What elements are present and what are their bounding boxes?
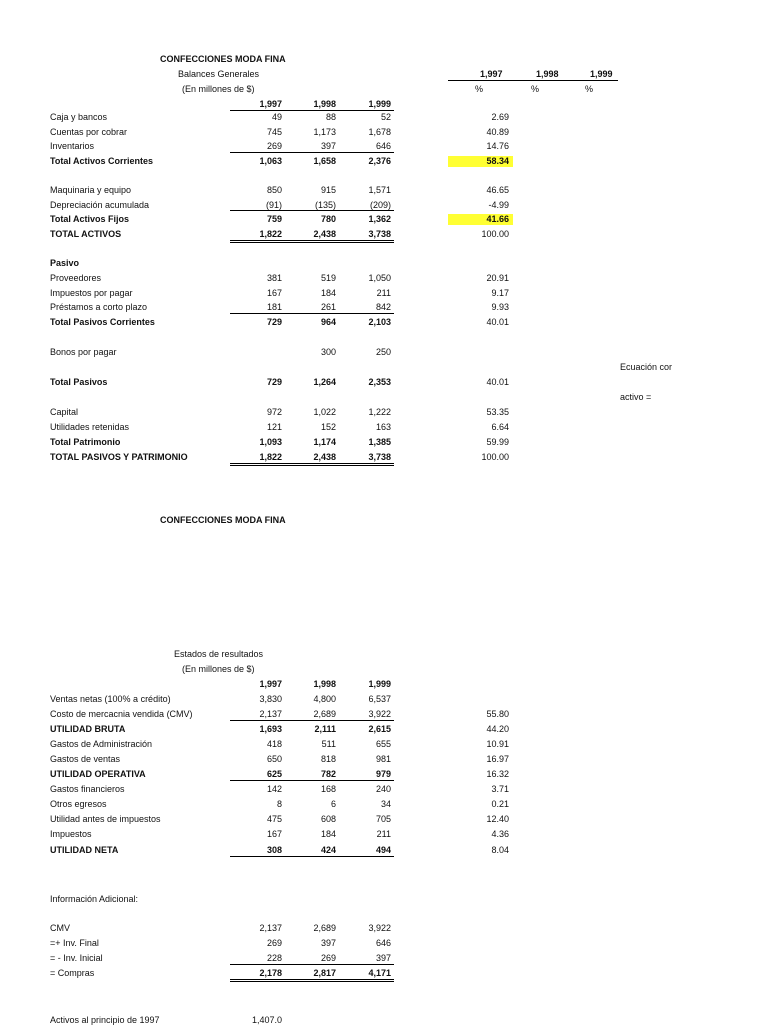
balance-cell[interactable]: 163 [375, 422, 391, 432]
income-cell[interactable]: 3,830 [259, 694, 282, 704]
balance-row-label: Pasivo [50, 258, 80, 268]
balance-cell[interactable]: 2,353 [368, 377, 391, 387]
income-cell[interactable]: 818 [320, 754, 336, 764]
balance-cell[interactable]: 759 [266, 214, 282, 224]
balance-cell[interactable]: 1,222 [368, 407, 391, 417]
balance-cell[interactable]: 49 [271, 112, 282, 122]
balance-row-label: Capital [50, 407, 79, 417]
balance-row-label: TOTAL ACTIVOS [50, 229, 122, 239]
balance-cell[interactable]: 729 [266, 377, 282, 387]
balance-cell[interactable]: 2,376 [368, 156, 391, 166]
balance-pct-cell[interactable]: 58.34 [448, 156, 513, 167]
income-units: (En millones de $) [182, 664, 255, 674]
balance-cell[interactable]: 729 [266, 317, 282, 327]
additional-cell[interactable]: 2,178 [259, 968, 282, 978]
income-cell[interactable]: 418 [266, 739, 282, 749]
rule-line [230, 210, 394, 211]
balance-pct-cell[interactable]: 6.64 [491, 422, 509, 432]
rule-line [230, 465, 394, 466]
balance-cell[interactable]: 300 [320, 347, 336, 357]
additional-cell[interactable]: 228 [266, 953, 282, 963]
side-note-equation: Ecuación cor [620, 362, 673, 372]
balance-pct-cell[interactable]: 40.01 [486, 317, 509, 327]
rule-line [230, 981, 394, 982]
balance-row-label: Proveedores [50, 273, 102, 283]
balance-cell[interactable]: 1,022 [313, 407, 336, 417]
balance-cell[interactable]: 3,738 [368, 452, 391, 462]
balance-cell[interactable]: 181 [266, 302, 282, 312]
balance-pct-cell[interactable]: 9.93 [491, 302, 509, 312]
income-cell[interactable]: 240 [375, 784, 391, 794]
balance-row-label: Impuestos por pagar [50, 288, 133, 298]
pct-sign: % [475, 84, 484, 94]
additional-cell[interactable]: 2,137 [259, 923, 282, 933]
balance-cell[interactable]: 1,571 [368, 185, 391, 195]
income-cell[interactable]: 782 [320, 769, 336, 779]
income-pct-cell[interactable]: 4.36 [491, 829, 509, 839]
additional-cell[interactable]: 2,817 [313, 968, 336, 978]
balance-cell[interactable]: 184 [320, 288, 336, 298]
balance-cell[interactable]: (91) [265, 200, 282, 210]
income-cell[interactable]: 3,922 [368, 709, 391, 719]
assets-start-value[interactable]: 1,407.0 [251, 1015, 282, 1025]
rule-line [230, 720, 394, 721]
balance-cell[interactable]: (135) [314, 200, 336, 210]
additional-cell[interactable]: 4,171 [368, 968, 391, 978]
additional-cell[interactable]: 3,922 [368, 923, 391, 933]
income-cell[interactable]: 6 [330, 799, 336, 809]
income-row-label: UTILIDAD NETA [50, 845, 119, 855]
balance-cell[interactable]: 915 [320, 185, 336, 195]
balance-row-label: Caja y bancos [50, 112, 108, 122]
income-cell[interactable]: 625 [266, 769, 282, 779]
balance-cell[interactable]: 780 [320, 214, 336, 224]
pct-header-underline [448, 80, 618, 81]
balance-pct-cell[interactable]: 100.00 [481, 452, 509, 462]
income-cell[interactable]: 2,137 [259, 709, 282, 719]
balance-year-header: 1,997 [259, 99, 282, 109]
balance-cell[interactable]: 842 [375, 302, 391, 312]
income-row-label: Gastos de Administración [50, 739, 153, 749]
balance-pct-cell[interactable]: 9.17 [491, 288, 509, 298]
income-cell[interactable]: 2,615 [368, 724, 391, 734]
additional-cell[interactable]: 397 [375, 953, 391, 963]
balance-cell[interactable]: 1,174 [313, 437, 336, 447]
balance-cell[interactable]: 1,385 [368, 437, 391, 447]
balance-cell[interactable]: 121 [266, 422, 282, 432]
income-pct-cell[interactable]: 0.21 [491, 799, 509, 809]
income-cell[interactable]: 705 [375, 814, 391, 824]
rule-line [230, 979, 394, 980]
income-pct-cell[interactable]: 16.97 [486, 754, 509, 764]
balance-pct-cell[interactable]: -4.99 [488, 200, 509, 210]
balance-pct-cell[interactable]: 40.89 [486, 127, 509, 137]
income-row-label: Gastos financieros [50, 784, 125, 794]
rule-line [230, 463, 394, 464]
income-row-label: UTILIDAD BRUTA [50, 724, 126, 734]
balance-cell[interactable]: 972 [266, 407, 282, 417]
rule-line [230, 313, 394, 314]
balance-row-label: Total Activos Corrientes [50, 156, 154, 166]
income-pct-cell[interactable]: 10.91 [486, 739, 509, 749]
income-row-label: Ventas netas (100% a crédito) [50, 694, 171, 704]
balance-cell[interactable]: 964 [320, 317, 336, 327]
balance-row-label: Total Patrimonio [50, 437, 121, 447]
balance-row-label: Bonos por pagar [50, 347, 117, 357]
balance-pct-cell[interactable]: 14.76 [486, 141, 509, 151]
additional-title: Información Adicional: [50, 894, 139, 904]
income-row-label: UTILIDAD OPERATIVA [50, 769, 146, 779]
income-cell[interactable]: 511 [321, 739, 336, 749]
balance-cell[interactable]: 52 [380, 112, 391, 122]
income-row-label: Gastos de ventas [50, 754, 121, 764]
income-cell[interactable]: 981 [375, 754, 391, 764]
balance-cell[interactable]: 519 [320, 273, 336, 283]
balance-row-label: Depreciación acumulada [50, 200, 150, 210]
income-year-header: 1,999 [368, 679, 391, 689]
rule-line [230, 152, 394, 153]
income-cell[interactable]: 4,800 [313, 694, 336, 704]
rule-line [230, 964, 394, 965]
balance-row-label: Inventarios [50, 141, 95, 151]
balance-pct-cell[interactable]: 41.66 [448, 214, 513, 225]
balance-pct-cell[interactable]: 59.99 [486, 437, 509, 447]
balance-cell[interactable]: 397 [320, 141, 336, 151]
rule-line [230, 780, 394, 781]
balance-cell[interactable]: 211 [376, 288, 391, 298]
balance-cell[interactable]: 1,050 [368, 273, 391, 283]
balance-cell[interactable]: 250 [375, 347, 391, 357]
additional-row-label: = - Inv. Inicial [50, 953, 103, 963]
balance-row-label: Total Pasivos [50, 377, 108, 387]
balance-subtitle: Balances Generales [178, 69, 260, 79]
rule-line [230, 856, 394, 857]
income-cell[interactable]: 475 [266, 814, 282, 824]
income-year-header: 1,997 [259, 679, 282, 689]
income-cell[interactable]: 168 [320, 784, 336, 794]
balance-year-header: 1,998 [313, 99, 336, 109]
balance-cell[interactable]: 381 [266, 273, 282, 283]
assets-start-label: Activos al principio de 1997 [50, 1015, 160, 1025]
pct-year-header: 1,998 [536, 69, 559, 79]
pct-year-header: 1,997 [480, 69, 503, 79]
additional-row-label: =+ Inv. Final [50, 938, 99, 948]
income-cell[interactable]: 184 [320, 829, 336, 839]
rule-line [230, 242, 394, 243]
income-pct-cell[interactable]: 3.71 [491, 784, 509, 794]
balance-pct-cell[interactable]: 46.65 [486, 185, 509, 195]
income-cell[interactable]: 211 [376, 829, 391, 839]
balance-cell[interactable]: 1,822 [259, 229, 282, 239]
additional-cell[interactable]: 269 [320, 953, 336, 963]
income-cell[interactable]: 2,111 [314, 724, 336, 734]
income-row-label: Impuestos [50, 829, 92, 839]
income-cell[interactable]: 8 [276, 799, 282, 809]
income-pct-cell[interactable]: 16.32 [486, 769, 509, 779]
income-year-header: 1,998 [313, 679, 336, 689]
balance-cell[interactable]: 167 [266, 288, 282, 298]
income-cell[interactable]: 308 [266, 845, 282, 855]
balance-cell[interactable]: 1,063 [259, 156, 282, 166]
pct-sign: % [531, 84, 540, 94]
income-pct-cell[interactable]: 8.04 [491, 845, 509, 855]
income-subtitle: Estados de resultados [174, 649, 264, 659]
balance-row-label: Utilidades retenidas [50, 422, 130, 432]
balance-year-header: 1,999 [368, 99, 391, 109]
balance-pct-cell[interactable]: 53.35 [486, 407, 509, 417]
header-underline [230, 110, 394, 111]
income-cell[interactable]: 424 [320, 845, 336, 855]
balance-row-label: Préstamos a corto plazo [50, 302, 148, 312]
income-row-label: Otros egresos [50, 799, 107, 809]
balance-cell[interactable]: 261 [320, 302, 336, 312]
income-cell[interactable]: 650 [266, 754, 282, 764]
balance-cell[interactable]: 88 [325, 112, 336, 122]
income-company-title: CONFECCIONES MODA FINA [160, 515, 286, 525]
balance-cell[interactable]: 269 [266, 141, 282, 151]
income-cell[interactable]: 494 [375, 845, 391, 855]
balance-cell[interactable]: 1,093 [259, 437, 282, 447]
balance-cell[interactable]: 2,438 [313, 229, 336, 239]
balance-cell[interactable]: 1,822 [259, 452, 282, 462]
income-row-label: Costo de mercacnia vendida (CMV) [50, 709, 193, 719]
balance-pct-cell[interactable]: 40.01 [486, 377, 509, 387]
income-pct-cell[interactable]: 44.20 [486, 724, 509, 734]
balance-cell[interactable]: 1,678 [368, 127, 391, 137]
balance-cell[interactable]: 1,362 [368, 214, 391, 224]
balance-cell[interactable]: 1,173 [313, 127, 336, 137]
balance-row-label: TOTAL PASIVOS Y PATRIMONIO [50, 452, 188, 462]
balance-pct-cell[interactable]: 20.91 [486, 273, 509, 283]
balance-cell[interactable]: 1,264 [313, 377, 336, 387]
income-cell[interactable]: 6,537 [368, 694, 391, 704]
income-cell[interactable]: 1,693 [259, 724, 282, 734]
balance-row-label: Maquinaria y equipo [50, 185, 132, 195]
balance-cell[interactable]: 2,438 [313, 452, 336, 462]
additional-cell[interactable]: 397 [320, 938, 336, 948]
additional-row-label: CMV [50, 923, 70, 933]
balance-cell[interactable]: 2,103 [368, 317, 391, 327]
pct-sign: % [585, 84, 594, 94]
income-cell[interactable]: 655 [375, 739, 391, 749]
balance-pct-cell[interactable]: 100.00 [481, 229, 509, 239]
side-note-activo: activo = [620, 392, 652, 402]
income-cell[interactable]: 34 [380, 799, 391, 809]
income-pct-cell[interactable]: 55.80 [486, 709, 509, 719]
balance-cell[interactable]: 646 [375, 141, 391, 151]
balance-cell[interactable]: 1,658 [313, 156, 336, 166]
balance-cell[interactable]: 152 [320, 422, 336, 432]
additional-row-label: = Compras [50, 968, 95, 978]
balance-cell[interactable]: 3,738 [368, 229, 391, 239]
income-cell[interactable]: 979 [375, 769, 391, 779]
balance-row-label: Total Pasivos Corrientes [50, 317, 155, 327]
income-cell[interactable]: 608 [320, 814, 336, 824]
income-cell[interactable]: 167 [266, 829, 282, 839]
balance-row-label: Total Activos Fijos [50, 214, 130, 224]
income-cell[interactable]: 142 [266, 784, 282, 794]
balance-company-title: CONFECCIONES MODA FINA [160, 54, 286, 64]
balance-cell[interactable]: (209) [369, 200, 391, 210]
balance-units: (En millones de $) [182, 84, 255, 94]
pct-year-header: 1,999 [590, 69, 613, 79]
income-pct-cell[interactable]: 12.40 [486, 814, 509, 824]
balance-row-label: Cuentas por cobrar [50, 127, 128, 137]
additional-cell[interactable]: 269 [266, 938, 282, 948]
balance-cell[interactable]: 745 [266, 127, 282, 137]
balance-pct-cell[interactable]: 2.69 [491, 112, 509, 122]
income-cell[interactable]: 2,689 [313, 709, 336, 719]
additional-cell[interactable]: 2,689 [313, 923, 336, 933]
rule-line [230, 240, 394, 241]
balance-cell[interactable]: 850 [266, 185, 282, 195]
income-row-label: Utilidad antes de impuestos [50, 814, 161, 824]
additional-cell[interactable]: 646 [375, 938, 391, 948]
